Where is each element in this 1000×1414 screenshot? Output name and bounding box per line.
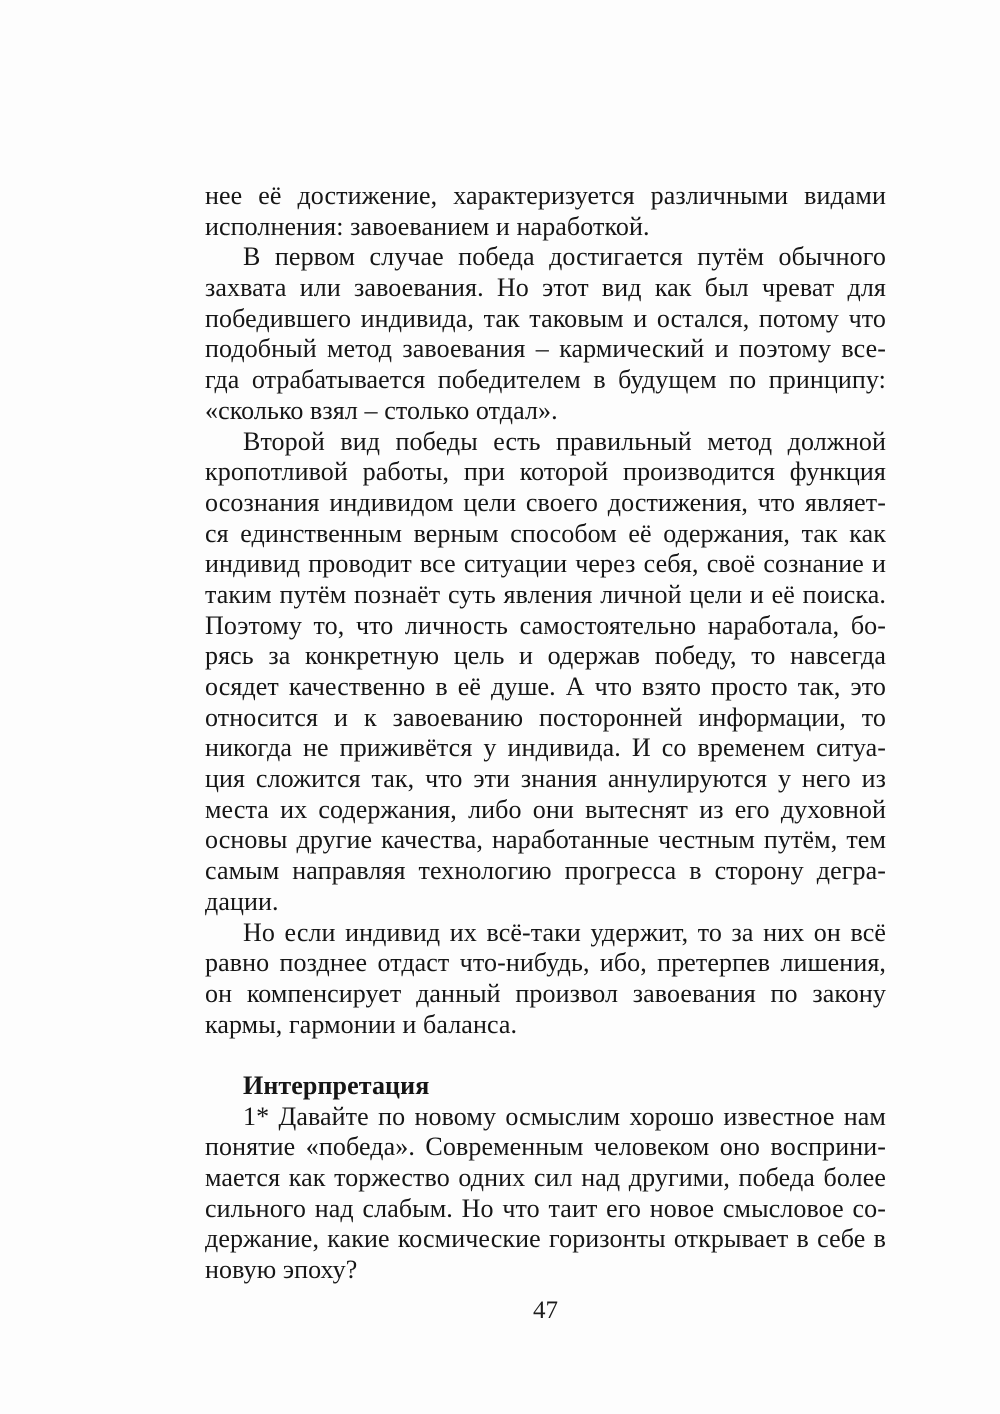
text-line: рясь за конкретную цель и одержав победу, то навсегда <box>205 641 886 671</box>
text-line: гда отрабатывается победителем в будущем по принципу: <box>205 365 886 395</box>
text-line: осядет качественно в её душе. А что взято просто так, это <box>205 672 886 701</box>
text-line: ция сложится так, что эти знания аннулируются у него из <box>205 764 886 794</box>
page-number: 47 <box>533 1297 558 1324</box>
text-line: победившего индивида, так таковым и остался, потому что <box>205 303 886 333</box>
text-line: понятие «победа». Современным человеком оно восприни- <box>205 1132 886 1162</box>
text-line: Второй вид победы есть правильный метод должной <box>243 426 886 456</box>
text-line: 1* Давайте по новому осмыслим хорошо известное нам <box>243 1101 886 1131</box>
text-line: исполнения: завоеванием и наработкой. <box>205 211 650 241</box>
section-heading: Интерпретация <box>243 1070 430 1100</box>
text-line: захвата или завоевания. Но этот вид как был чреват для <box>205 273 886 303</box>
text-line: места их содержания, либо они вытеснят из его духовной <box>205 794 886 824</box>
text-line: осознания индивидом цели своего достижения, что являет- <box>205 487 886 517</box>
paragraph <box>205 918 886 1041</box>
text-line: кармы, гармонии и баланса. <box>205 1009 518 1039</box>
text-line: ся единственным верным способом её одержания, так как <box>205 518 886 548</box>
text-line: никогда не приживётся у индивида. И со временем ситуа- <box>205 733 886 763</box>
text-line: Но если индивид их всё-таки удержит, то за них он всё <box>243 917 886 947</box>
text-line: самым направляя технологию прогресса в сторону дегра- <box>205 856 886 886</box>
section-heading-block <box>205 1071 886 1102</box>
text-line: подобный метод завоевания – кармический и поэтому все- <box>205 334 886 364</box>
text-line: он компенсирует данный произвол завоевания по закону <box>205 978 886 1008</box>
text-line: таким путём познаёт суть явления личной цели и её поиска. <box>205 579 886 609</box>
text-line: кропотливой работы, при которой производится функция <box>205 457 886 487</box>
paragraph <box>205 181 886 242</box>
text-block <box>205 181 886 1286</box>
text-line: держание, какие космические горизонты открывает в себе в <box>205 1224 886 1254</box>
text-line: нее её достижение, характеризуется различными видами <box>205 181 886 210</box>
text-line: мается как торжество одних сил над другими, победа более <box>205 1163 886 1192</box>
text-line: новую эпоху? <box>205 1255 358 1285</box>
text-line: дации. <box>205 886 279 916</box>
text-line: относится и к завоеванию посторонней информации, то <box>205 702 886 732</box>
paragraph <box>205 242 886 426</box>
paragraph <box>205 1102 886 1286</box>
text-line: сильного над слабым. Но что таит его новое смысловое со- <box>205 1193 886 1223</box>
text-line: индивид проводит все ситуации через себя, своё сознание и <box>205 549 886 579</box>
text-line: Поэтому то, что личность самостоятельно наработала, бо- <box>205 610 886 640</box>
text-line: В первом случае победа достигается путём обычного <box>243 242 886 272</box>
paragraph <box>205 427 886 918</box>
text-line: «сколько взял – столько отдал». <box>205 395 558 425</box>
text-line: равно позднее отдаст что-нибудь, ибо, претерпев лишения, <box>205 948 886 978</box>
text-line: основы другие качества, наработанные честным путём, тем <box>205 825 886 855</box>
